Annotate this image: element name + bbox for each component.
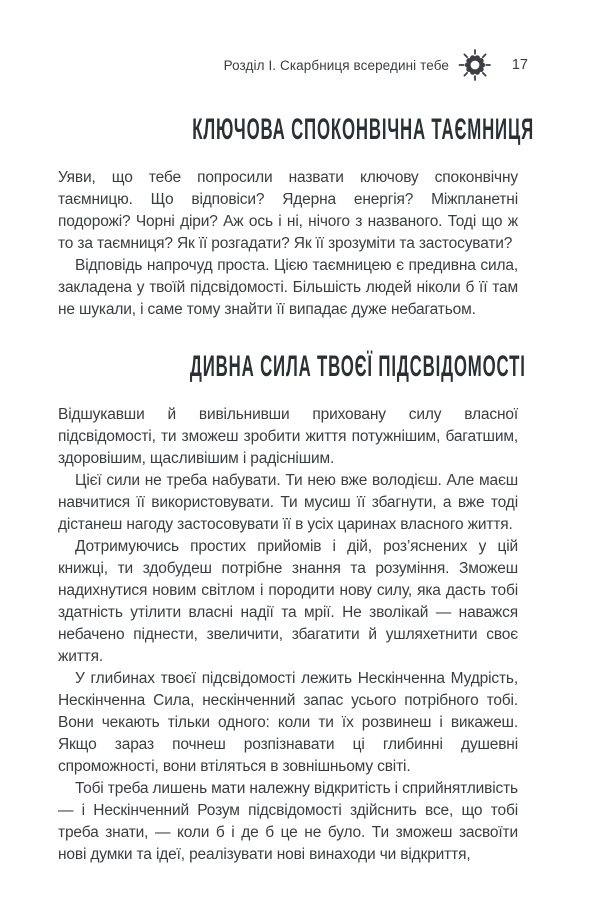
page-header [58,46,528,84]
section-heading-1 [58,113,534,146]
running-head: Розділ І. Скарбниця всередині тебе [223,57,449,73]
paragraph: Дотримуючись простих прийомів і дій, роз’яснених у цій книжці, ти здобудеш потрібне знання та розуміння. Зможеш надихнутися новим світлом і породити нову силу, яка дасть тобі здатність утілити власні надії та мрії. Не зволікай — наважся небачено піднести, звеличити, збагатити й ушляхетнити своє життя. [58,538,518,665]
paragraph: Тобі треба лишень мати належну відкритість і сприйнятливість — і Нескінченний Розум підсвідомості здійснить все, що тобі треба знати, — коли б і де б це не було. Ти зможеш засвоїти нові думки та ідеї, реалізувати нові винаходи чи відкриття, [58,780,518,863]
sun-icon [458,48,492,82]
page-number: 17 [511,57,528,73]
paragraph: Цієї сили не треба набувати. Ти нею вже володієш. Але маєш навчитися її використовувати. Ти мусиш її збагнути, а вже тоді дістанеш нагоду застосовувати її в усіх царинах власного життя. [58,472,518,533]
page-content [58,113,534,866]
section-heading-2 [58,350,526,383]
paragraph: Уяви, що тебе попросили назвати ключову споконвічну таємницю. Що відповіси? Ядерна енергія? Міжпланетні подорожі? Чорні діри? Аж ось і ні, нічого з названого. Тоді що ж то за таємниця? Як її розгадати? Як її зрозуміти та застосувати? [58,169,518,252]
paragraph: Відшукавши й вивільнивши приховану силу власної підсвідомості, ти зможеш зробити життя потужнішим, багатшим, здоровішим, щасливішим і радіснішим. [58,406,518,467]
paragraph: Відповідь напрочуд проста. Цією таємницею є предивна сила, закладена у твоїй підсвідомості. Більшість людей ніколи б її там не шукали, і саме тому знайти її випадає дуже небагатьом. [58,257,518,318]
section-heading-text: КЛЮЧОВА СПОКОНВІЧНА ТАЄМНИЦЯ [192,113,534,146]
paragraph: У глибинах твоєї підсвідомості лежить Нескінченна Мудрість, Нескінченна Сила, нескінченний запас усього потрібного тобі. Вони чекають тільки одного: коли ти їх розвинеш і викажеш. Якщо зараз почнеш розпізнавати ці глибинні душевні спроможності, вони втіляться в зовнішньому світі. [58,670,518,775]
section-heading-text: ДИВНА СИЛА ТВОЄЇ ПІДСВІДОМОСТІ [189,350,526,383]
